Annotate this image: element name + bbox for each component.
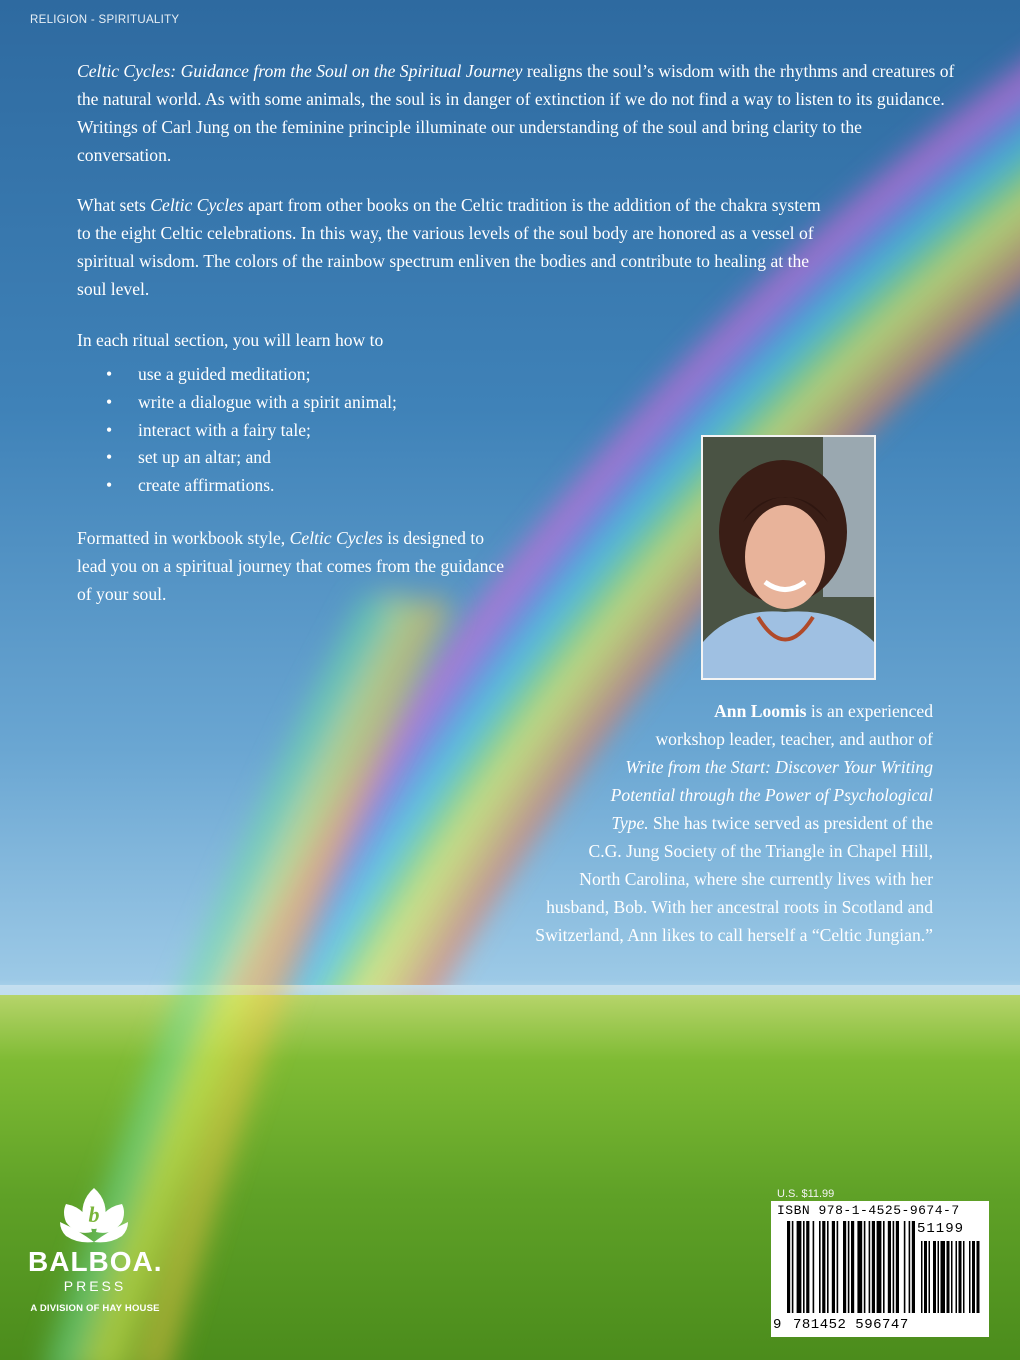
publisher-logo xyxy=(28,1186,168,1326)
barcode-lead-digit: 9 xyxy=(773,1317,782,1333)
ritual-list xyxy=(106,361,397,500)
barcode-addon-number: 51199 xyxy=(917,1221,965,1237)
bullet-icon: • xyxy=(106,419,113,440)
svg-text:b: b xyxy=(88,1202,100,1227)
author-book-title: Type. xyxy=(611,813,649,833)
bullet-icon: • xyxy=(106,447,113,468)
author-book-title: Write from the Start: Discover Your Writing xyxy=(625,757,933,777)
list-item: • create affirmations. xyxy=(106,472,397,500)
paragraph-text: apart from other books on the Celtic tradition is the addition of the chakra system to the eight Celtic celebrations. In this way, the various levels of the soul body are honored as a vessel of spiritual wisdom. The colors of the rainbow spectrum enliven the bodies and contribute to healing at the soul level. xyxy=(77,195,821,299)
paragraph-text: What sets xyxy=(77,195,151,215)
bullet-icon: • xyxy=(106,364,113,384)
category-label: RELIGION - SPIRITUALITY xyxy=(30,14,180,26)
book-title-italic: Celtic Cycles: Guidance from the Soul on the Spiritual Journey xyxy=(77,61,523,81)
list-item: • write a dialogue with a spirit animal; xyxy=(106,389,397,417)
description-paragraph-4 xyxy=(77,524,507,608)
barcode-digits: 781452 596747 xyxy=(793,1317,909,1333)
lotus-icon xyxy=(58,1186,130,1246)
price-label: U.S. $11.99 xyxy=(777,1188,835,1200)
description-paragraph-3: In each ritual section, you will learn how to xyxy=(77,330,384,350)
author-name: Ann Loomis xyxy=(714,701,807,721)
author-portrait-icon xyxy=(703,437,874,678)
bullet-icon: • xyxy=(106,391,113,412)
author-photo xyxy=(701,435,876,680)
paragraph-text: is designed to lead you on a spiritual journey that comes from the guidance of your soul. xyxy=(77,528,505,604)
paragraph-text: realigns the soul’s wisdom with the rhythms and creatures of the natural world. As with some animals, the soul is in danger of extinction if we do not find a way to listen to its guidance. Writings of Carl Jung on the feminine principle illuminate our understanding of the soul and bring clarity to the conversation. xyxy=(77,61,955,165)
paragraph-text: Formatted in workbook style, xyxy=(77,528,290,548)
isbn-number: ISBN 978-1-4525-9674-7 xyxy=(777,1203,960,1218)
description-paragraph-2 xyxy=(77,191,837,303)
author-bio: Ann Loomis is an experienced workshop leader, teacher, and author of Write from the Start: Discover Your Writing Potential through the Power of Psychological Type. She has twice served as president of the C.G. Jung Society of the Triangle in Chapel Hill, North Carolina, where she currently lives with her husband, Bob. With her ancestral roots in Scotland and Switzerland, Ann likes to call herself a “Celtic Jungian.” xyxy=(513,697,933,949)
list-item: • interact with a fairy tale; xyxy=(106,417,397,445)
book-title-italic: Celtic Cycles xyxy=(150,195,244,215)
description-paragraph-1 xyxy=(77,57,957,169)
list-item: • use a guided meditation; xyxy=(106,361,397,389)
list-item: • set up an altar; and xyxy=(106,444,397,472)
isbn-barcode xyxy=(771,1201,989,1337)
publisher-division: A DIVISION OF HAY HOUSE xyxy=(30,1303,160,1314)
book-title-italic: Celtic Cycles xyxy=(289,528,383,548)
publisher-imprint: PRESS xyxy=(63,1278,127,1294)
publisher-name: BALBOA. xyxy=(28,1246,163,1277)
author-book-title: Potential through the Power of Psychological xyxy=(610,785,933,805)
bullet-icon: • xyxy=(106,475,113,496)
